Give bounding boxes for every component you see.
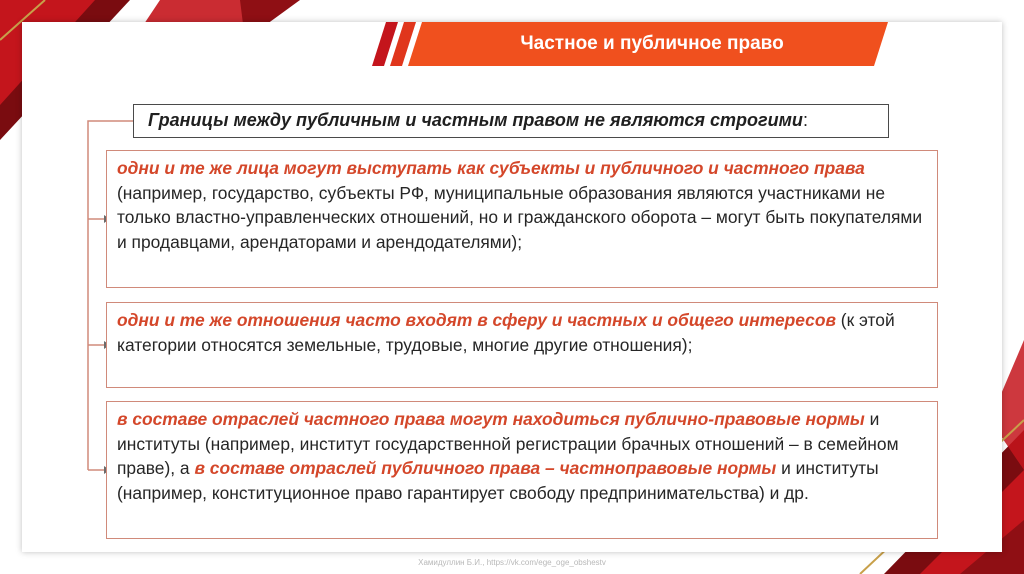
emphasis-text: в составе отраслей частного права могут находиться публично-правовые нормы (117, 409, 865, 429)
body-text: (например, государство, субъекты РФ, муниципальные образования являются участниками не только властно-управленческих отношений, но и гражданского оборота – могут быть покупателями и продавцами, арендаторами и арендодателями); (117, 182, 923, 252)
heading-colon: : (802, 110, 808, 130)
list-item (106, 150, 938, 288)
list-item (106, 401, 938, 539)
heading-statement (133, 104, 889, 138)
emphasis-text: в составе отраслей публичного права – частноправовые нормы (194, 458, 777, 478)
footer-credit: Хамидуллин Б.И., https://vk.com/ege_oge_obshestv (418, 558, 606, 567)
heading-text: Границы между публичным и частным правом не являются строгими (148, 110, 803, 130)
body-text: и институты (например, конституционное право гарантирует свободу предпринимательства) и др. (117, 458, 879, 503)
emphasis-text: одни и те же лица могут выступать как субъекты и публичного и частного права (117, 158, 865, 178)
list-item (106, 302, 938, 388)
body-text: (к этой категории относятся земельные, трудовые, многие другие отношения); (117, 310, 895, 355)
page-title: Частное и публичное право (520, 33, 784, 54)
emphasis-text: одни и те же отношения часто входят в сферу и частных и общего интересов (117, 310, 836, 330)
body-text: и институты (например, институт государственной регистрации брачных отношений – в семейном праве), а (117, 409, 899, 478)
